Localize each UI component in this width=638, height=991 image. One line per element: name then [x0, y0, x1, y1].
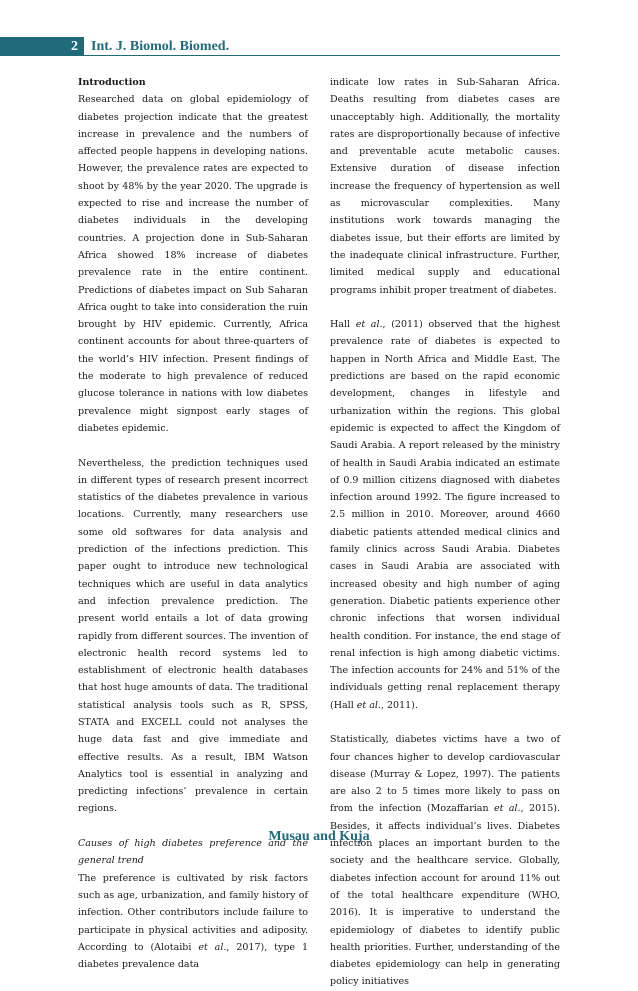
subsection-heading: Causes of high diabetes preference and the general trend [78, 838, 308, 867]
text-run: , (2011) observed that the highest prevalence rate of diabetes is expected to happen in North Africa and Middle East. The predictions are based on the rapid economic development, changes in lifestyle and urbanization within the regions. This global epidemic is expected to affect the Kingdom of Saudi Arabia. A report released by the ministry of health in Saudi Arabia indicated an estimate of 0.9 million citizens diagnosed with diabetes infection around 1992. The figure increased to 2.5 million in 2010. Moreover, around 4660 diabetic patients attended medical clinics and family clinics across Saudi Arabia. Diabetes cases in Saudi Arabia are associated with increased obesity and high number of aging generation. Diabetic patients experience other chronic infections that worsen individual health condition. For instance, the end stage of renal infection is high among diabetic victims. The infection accounts for 24% and 51% of the individuals getting renal replacement therapy (Hall [330, 319, 561, 711]
citation-etal: et al. [494, 803, 521, 815]
text-run: , 2011). [380, 699, 418, 711]
paragraph [330, 731, 560, 990]
text-run: The preference is cultivated by risk factors such as age, urbanization, and family history of infection. Other contributors include failure to participate in physical activities and adiposity. According to (Alotaibi [78, 872, 308, 953]
header-rule [84, 55, 560, 56]
paragraph: indicate low rates in Sub-Saharan Africa. Deaths resulting from diabetes cases are unacceptably high. Additionally, the mortality rates are disproportionally because of infective and preventable acute metabolic causes. Extensive duration of disease infection increase the frequency of hypertension as well as microvascular complexities. Many institutions work towards managing the diabetes issue, but their efforts are limited by the inadequate clinical infrastructure. Further, limited medical supply and educational programs inhibit proper treatment of diabetes. [330, 77, 560, 296]
section-heading-introduction: Introduction [78, 77, 146, 88]
paragraph [78, 870, 308, 974]
text-run: , 2017), type 1 diabetes prevalence data [78, 941, 308, 971]
citation-etal: et al. [198, 941, 227, 953]
right-column [330, 74, 560, 991]
citation-etal: et al. [355, 319, 383, 331]
text-run: , 2015). Besides, it affects individual’s lives. Diabetes infection places an important burden to the society and the healthcare service. Globally, diabetes infection account for around 11% out of the total healthcare expenditure (WHO, 2016). It is imperative to understand the epidemiology of diabetes to identify public health priorities. Further, understanding of the diabetes epidemiology can help in generating policy initiatives [330, 803, 560, 988]
paragraph: Researched data on global epidemiology of diabetes projection indicate that the greatest increase in prevalence and the numbers of affected people happens in developing nations. However, the prevalence rates are expected to shoot by 48% by the year 2020. The upgrade is expected to rise and increase the number of diabetes individuals in the developing countries. A projection done in Sub-Saharan Africa showed 18% increase of diabetes prevalence rate in the entire continent. Predictions of diabetes impact on Sub Saharan Africa ought to take into consideration the ruin brought by HIV epidemic. Currently, Africa continent accounts for about three-quarters of the world’s HIV infection. Present findings of the moderate to high prevalence of reduced glucose tolerance in nations with low diabetes prevalence might signpost early stages of diabetes epidemic. [78, 94, 308, 434]
page-number: 2 [71, 39, 78, 54]
text-run: Hall [330, 319, 356, 331]
text-run: Statistically, diabetes victims have a two of four chances higher to develop cardiovascular disease (Murray & Lopez, 1997). The patients are also 2 to 5 times more likely to pass on from the infection (Mozaffarian [330, 734, 560, 815]
paragraph [330, 316, 560, 714]
paragraph: Nevertheless, the prediction techniques used in different types of research present incorrect statistics of the diabetes prevalence in various locations. Currently, many researchers use some old softwares for data analysis and prediction of the infections prediction. This paper ought to introduce new technological techniques which are useful in data analytics and infection prevalence prediction. The present world entails a lot of data growing rapidly from different sources. The invention of electronic health record systems led to establishment of electronic health databases that host huge amounts of data. The traditional statistical analysis tools such as R, SPSS, STATA and EXCELL could not analyses the huge data fast and give immediate and effective results. As a result, IBM Watson Analytics tool is essential in analyzing and predicting infections’ prevalence in certain regions. [78, 457, 308, 815]
page-header [0, 0, 638, 56]
citation-etal: et al. [356, 699, 381, 711]
journal-title: Int. J. Biomol. Biomed. [91, 39, 230, 54]
footer-authors: Musau and Kuja [268, 829, 370, 844]
